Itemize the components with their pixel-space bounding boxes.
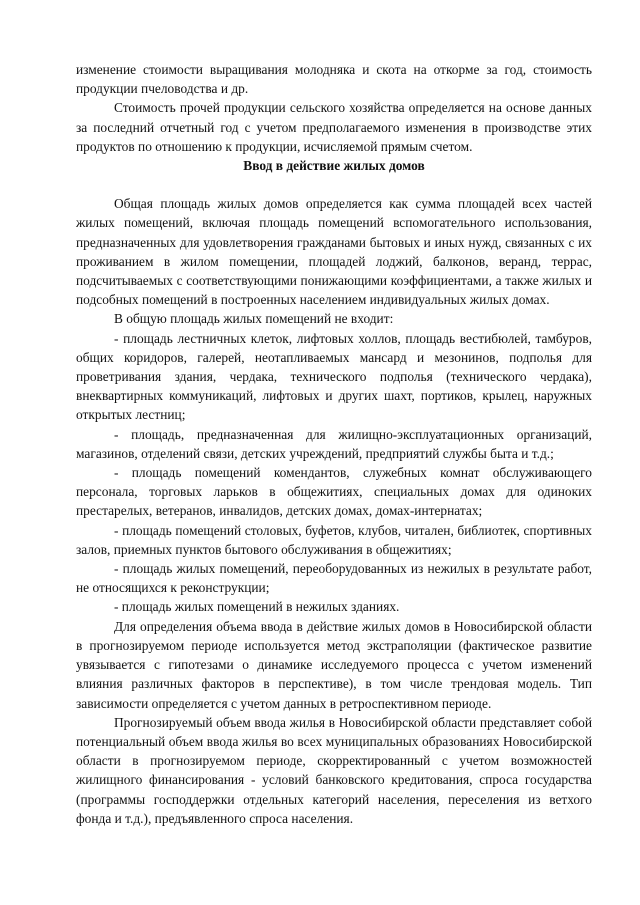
list-item: - площадь, предназначенная для жилищно-эксплуатационных организаций, магазинов, отделений связи, детских учреждений, предприятий службы быта и т.д.;	[76, 426, 592, 461]
body-paragraph: Общая площадь жилых домов определяется как сумма площадей всех частей жилых помещений, включая площадь помещений вспомогательного использования, предназначенных для удовлетворения гражданами бытовых и иных нужд, связанных с их проживанием в жилом помещении, площадей лоджий, балконов, веранд, террас, подсчитываемых с соответствующими понижающими коэффициентами, а также жилых и подсобных помещений в построенных населением индивидуальных жилых домах.	[76, 196, 592, 308]
body-paragraph: Для определения объема ввода в действие жилых домов в Новосибирской области в прогнозируемом периоде используется метод экстраполяции (фактическое развитие увязывается с гипотезами о динамике исследуемого процесса с учетом изменений влияния различных факторов в перспективе), в том числе трендовая модель. Тип зависимости определяется с учетом данных в ретроспективном периоде.	[76, 618, 592, 711]
intro-paragraph: изменение стоимости выращивания молодняка и скота на откорме за год, стоимость продукции пчеловодства и др.	[76, 62, 592, 97]
list-item: - площадь жилых помещений в нежилых зданиях.	[114, 599, 400, 615]
intro-paragraph: Стоимость прочей продукции сельского хозяйства определяется на основе данных за последний отчетный год с учетом предполагаемого изменения в производстве этих продуктов по отношению к продукции, исчисляемой прямым счетом.	[76, 100, 592, 154]
body-paragraph: В общую площадь жилых помещений не входит:	[114, 311, 394, 327]
body-paragraph: Прогнозируемый объем ввода жилья в Новосибирской области представляет собой потенциальный объем ввода жилья во всех муниципальных образованиях Новосибирской области в прогнозируемом периоде, скорректированный с учетом возможностей жилищного финансирования - условий банковского кредитования, спроса государства (программы господдержки отдельных категорий населения, переселения из ветхого фонда и т.д.), предъявленного спроса населения.	[76, 714, 592, 826]
section-title: Ввод в действие жилых домов	[243, 158, 425, 174]
list-item: - площадь жилых помещений, переоборудованных из нежилых в результате работ, не относящихся к реконструкции;	[76, 561, 592, 596]
document-page	[76, 60, 592, 828]
list-item: - площадь лестничных клеток, лифтовых холлов, площадь вестибюлей, тамбуров, общих коридоров, галерей, неотапливаемых мансард и мезонинов, подполья для проветривания здания, чердака, технического подполья (технического чердака), внеквартирных коммуникаций, лифтовых и других шахт, портиков, крылец, наружных открытых лестниц;	[76, 330, 592, 423]
list-item: - площадь помещений комендантов, служебных комнат обслуживающего персонала, торговых ларьков в общежитиях, специальных домах для одиноких престарелых, ветеранов, инвалидов, детских домах, домах-интернатах;	[76, 465, 592, 519]
list-item: - площадь помещений столовых, буфетов, клубов, читален, библиотек, спортивных залов, приемных пунктов бытового обслуживания в общежитиях;	[76, 522, 592, 557]
